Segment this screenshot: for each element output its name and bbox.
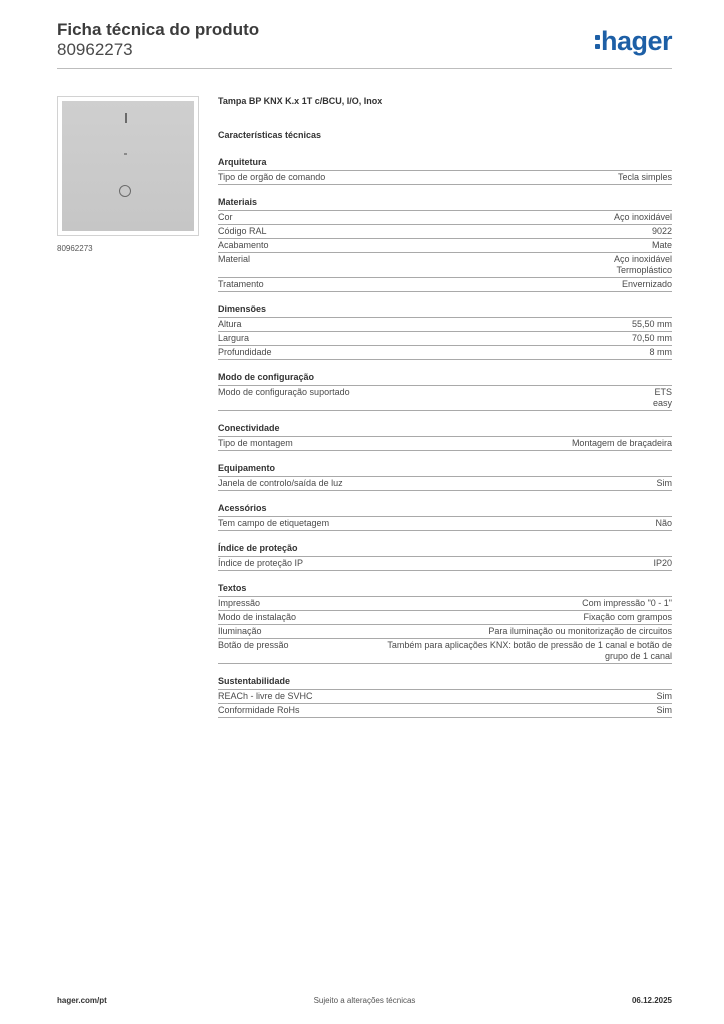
spec-section — [218, 422, 672, 451]
spec-value-line: ETS — [654, 387, 672, 397]
spec-value-line: Termoplástico — [616, 265, 672, 275]
footer-date: 06.12.2025 — [631, 996, 672, 1005]
section-title: Equipamento — [218, 462, 672, 477]
spec-value-line: IP20 — [653, 558, 672, 568]
product-number: 80962273 — [57, 40, 133, 59]
header-divider — [57, 68, 672, 69]
spec-label: Janela de controlo/saída de luz — [218, 478, 343, 488]
footer-note: Sujeito a alterações técnicas — [313, 996, 416, 1005]
spec-row — [218, 639, 672, 664]
spec-label: Conformidade RoHs — [218, 705, 300, 715]
spec-value-line: 8 mm — [649, 347, 672, 357]
spec-value — [618, 172, 672, 183]
spec-value-line: Sim — [656, 478, 672, 488]
spec-value-line: easy — [652, 398, 672, 408]
spec-label: Tratamento — [218, 279, 264, 289]
spec-row — [218, 517, 672, 531]
spec-value-line: grupo de 1 canal — [604, 651, 672, 661]
center-mark-icon — [124, 153, 127, 155]
spec-row — [218, 211, 672, 225]
spec-row — [218, 386, 672, 411]
spec-row — [218, 557, 672, 571]
characteristics-heading: Características técnicas — [218, 130, 322, 140]
spec-row — [218, 346, 672, 360]
spec-value-line: Com impressão "0 - 1" — [582, 598, 672, 608]
spec-label: Profundidade — [218, 347, 272, 357]
spec-section — [218, 196, 672, 292]
spec-content — [218, 96, 672, 718]
section-title: Textos — [218, 582, 672, 597]
spec-row — [218, 253, 672, 278]
spec-value-line: Tecla simples — [617, 172, 672, 182]
section-title: Materiais — [218, 196, 672, 211]
spec-value — [632, 319, 672, 330]
spec-value — [652, 240, 672, 251]
logo-dots-icon — [595, 26, 600, 54]
spec-value-line: Sim — [656, 705, 672, 715]
spec-value-line: 55,50 mm — [631, 319, 672, 329]
footer-website[interactable]: hager.com/pt — [57, 996, 107, 1005]
spec-value-line: Mate — [651, 240, 672, 250]
spec-value-line: Não — [655, 518, 672, 528]
spec-row — [218, 239, 672, 253]
spec-value-line: Montagem de braçadeira — [571, 438, 672, 448]
spec-section — [218, 462, 672, 491]
spec-row — [218, 625, 672, 639]
spec-value — [655, 518, 672, 529]
spec-label: Altura — [218, 319, 242, 329]
spec-value — [583, 612, 672, 623]
document-title: Ficha técnica do produto — [57, 20, 260, 39]
spec-value — [657, 705, 673, 716]
spec-sections — [218, 156, 672, 718]
spec-section — [218, 542, 672, 571]
spec-value-line: Sim — [656, 691, 672, 701]
spec-label: Tem campo de etiquetagem — [218, 518, 330, 528]
spec-label: Código RAL — [218, 226, 267, 236]
spec-value — [622, 279, 672, 290]
product-image — [57, 96, 199, 236]
spec-row — [218, 690, 672, 704]
section-title: Modo de configuração — [218, 371, 672, 386]
spec-label: Índice de proteção IP — [218, 558, 304, 568]
section-title: Índice de proteção — [218, 542, 672, 557]
spec-label: Iluminação — [218, 626, 262, 636]
spec-value-line: Fixação com grampos — [583, 612, 672, 622]
spec-value-line: Também para aplicações KNX: botão de pressão de 1 canal e botão de — [387, 640, 672, 650]
image-caption: 80962273 — [57, 244, 93, 253]
spec-section — [218, 502, 672, 531]
spec-row — [218, 611, 672, 625]
section-title: Arquitetura — [218, 156, 672, 171]
spec-value — [653, 558, 672, 569]
spec-label: Cor — [218, 212, 233, 222]
spec-section — [218, 371, 672, 411]
switch-plate — [62, 101, 194, 231]
spec-value — [653, 387, 672, 409]
spec-value — [572, 438, 672, 449]
spec-value-line: Para iluminação ou monitorização de circuitos — [488, 626, 672, 636]
spec-label: Botão de pressão — [218, 640, 289, 650]
spec-label: Impressão — [218, 598, 261, 608]
spec-value — [582, 598, 672, 609]
spec-label: Largura — [218, 333, 250, 343]
spec-label: Material — [218, 254, 251, 264]
spec-label: REACh - livre de SVHC — [218, 691, 313, 701]
spec-value — [657, 478, 673, 489]
spec-label: Modo de configuração suportado — [218, 387, 350, 397]
on-mark-icon — [125, 113, 127, 123]
spec-value-line: Aço inoxidável — [613, 254, 672, 264]
spec-label: Acabamento — [218, 240, 269, 250]
spec-value-line: Envernizado — [621, 279, 672, 289]
spec-row — [218, 318, 672, 332]
spec-value — [614, 254, 672, 276]
spec-value — [488, 626, 672, 637]
spec-row — [218, 597, 672, 611]
spec-value — [632, 333, 672, 344]
spec-section — [218, 582, 672, 664]
spec-section — [218, 156, 672, 185]
spec-label: Tipo de montagem — [218, 438, 293, 448]
off-mark-icon — [119, 185, 131, 197]
logo-text: hager — [600, 26, 672, 56]
spec-label: Modo de instalação — [218, 612, 297, 622]
spec-value-line: 9022 — [651, 226, 672, 236]
spec-value — [650, 347, 673, 358]
product-name: Tampa BP KNX K.x 1T c/BCU, I/O, Inox — [218, 96, 383, 106]
section-title: Sustentabilidade — [218, 675, 672, 690]
spec-value-line: 70,50 mm — [631, 333, 672, 343]
spec-section — [218, 303, 672, 360]
spec-section — [218, 675, 672, 718]
spec-row — [218, 477, 672, 491]
spec-row — [218, 437, 672, 451]
spec-label: Tipo de orgão de comando — [218, 172, 326, 182]
spec-row — [218, 225, 672, 239]
document-header — [57, 20, 259, 60]
hager-logo — [595, 26, 672, 56]
spec-value — [387, 640, 672, 662]
spec-row — [218, 332, 672, 346]
spec-row — [218, 704, 672, 718]
section-title: Dimensões — [218, 303, 672, 318]
spec-value — [657, 691, 673, 702]
spec-value — [614, 212, 672, 223]
spec-row — [218, 278, 672, 292]
section-title: Acessórios — [218, 502, 672, 517]
section-title: Conectividade — [218, 422, 672, 437]
spec-value — [652, 226, 672, 237]
spec-value-line: Aço inoxidável — [613, 212, 672, 222]
spec-row — [218, 171, 672, 185]
